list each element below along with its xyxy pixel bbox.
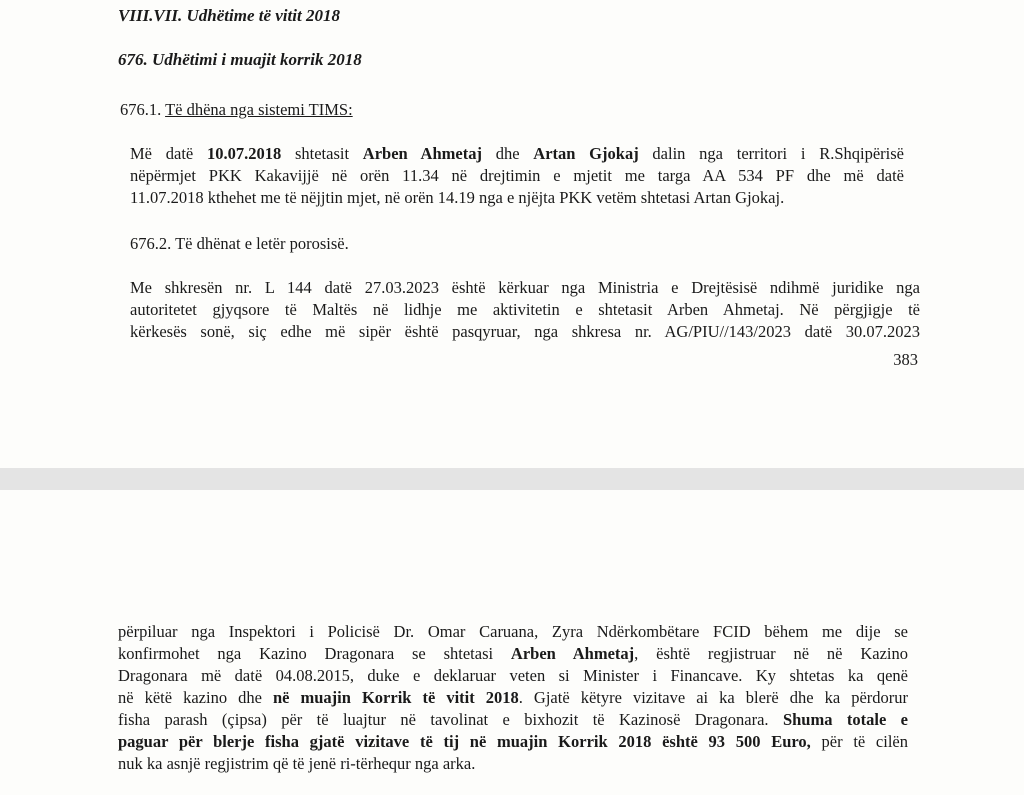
- request-paragraph-line-3: kërkesës sonë, siç edhe më sipër është pasqyruar, nga shkresa nr. AG/PIU//143/2023 datë 30.07.2023: [130, 322, 920, 341]
- person-name-bold: Arben Ahmetaj: [510, 644, 635, 663]
- casino-paragraph-line-6: [118, 732, 908, 752]
- text-run: konfirmohet nga Kazino Dragonara se shtetasi: [118, 644, 511, 663]
- casino-paragraph-line-2: [118, 644, 908, 664]
- casino-paragraph-line-1: përpiluar nga Inspektori i Policisë Dr. Omar Caruana, Zyra Ndërkombëtare FCID bëhem me dije se: [118, 622, 908, 641]
- total-amount-bold: paguar për blerje fisha gjatë vizitave të tij në muajin Korrik 2018 është 93 500 Euro,: [118, 732, 811, 751]
- page-separator: [0, 468, 1024, 490]
- casino-paragraph-line-7: nuk ka asnjë regjistrim që të jenë ri-tërhequr nga arka.: [118, 754, 476, 773]
- person-name-bold: Artan Gjokaj: [533, 144, 639, 163]
- text-run: dhe: [481, 144, 534, 163]
- text-run: dalin nga territori i R.Shqipërisë: [638, 144, 904, 163]
- text-run: . Gjatë këtyre vizitave ai ka blerë dhe ka përdorur: [518, 688, 909, 707]
- month-bold: në muajin Korrik të vitit 2018: [272, 688, 519, 707]
- request-paragraph-line-2: autoritetet gjyqsore të Maltës në lidhje me aktivitetin e shtetasit Arben Ahmetaj. Në përgjigje të: [130, 300, 920, 319]
- section-heading: VIII.VII. Udhëtime të vitit 2018: [118, 6, 340, 25]
- total-bold: Shuma totale e: [782, 710, 908, 729]
- casino-paragraph-line-3: Dragonara më datë 04.08.2015, duke e deklaruar veten si Minister i Financave. Ky shtetas ka qenë: [118, 666, 908, 685]
- tims-paragraph-line-1: [130, 144, 904, 164]
- text-run: Më datë: [130, 144, 207, 163]
- text-run: në këtë kazino dhe: [118, 688, 273, 707]
- subsection-number: 676.1.: [120, 100, 162, 119]
- page-number: 383: [893, 350, 918, 369]
- text-run: shtetasit: [281, 144, 363, 163]
- casino-paragraph-line-5: [118, 710, 908, 730]
- request-paragraph-line-1: Me shkresën nr. L 144 datë 27.03.2023 është kërkuar nga Ministria e Drejtësisë ndihmë juridike nga: [130, 278, 920, 297]
- tims-paragraph-line-2: nëpërmjet PKK Kakavijjë në orën 11.34 në drejtimin e mjetit me targa AA 534 PF dhe më datë: [130, 166, 904, 185]
- casino-paragraph-line-4: [118, 688, 908, 708]
- subsection-676-2-title: 676.2. Të dhënat e letër porosisë.: [130, 234, 349, 253]
- text-run: , është regjistruar në në Kazino: [634, 644, 908, 663]
- person-name-bold: Arben Ahmetaj: [362, 144, 482, 163]
- document-page-bottom: [0, 490, 1024, 795]
- subsection-676-1-title: [120, 100, 353, 120]
- text-run: fisha parash (çipsa) për të luajtur në tavolinat e bixhozit të Kazinosë Dragonara.: [118, 710, 783, 729]
- subsection-heading: 676. Udhëtimi i muajit korrik 2018: [118, 50, 362, 69]
- subsection-title: Të dhëna nga sistemi TIMS:: [165, 100, 353, 119]
- date-bold: 10.07.2018: [206, 144, 282, 163]
- text-run: për të cilën: [810, 732, 909, 751]
- tims-paragraph-line-3: 11.07.2018 kthehet me të nëjjtin mjet, në orën 14.19 nga e njëjta PKK vetëm shtetasi Artan Gjokaj.: [130, 188, 785, 207]
